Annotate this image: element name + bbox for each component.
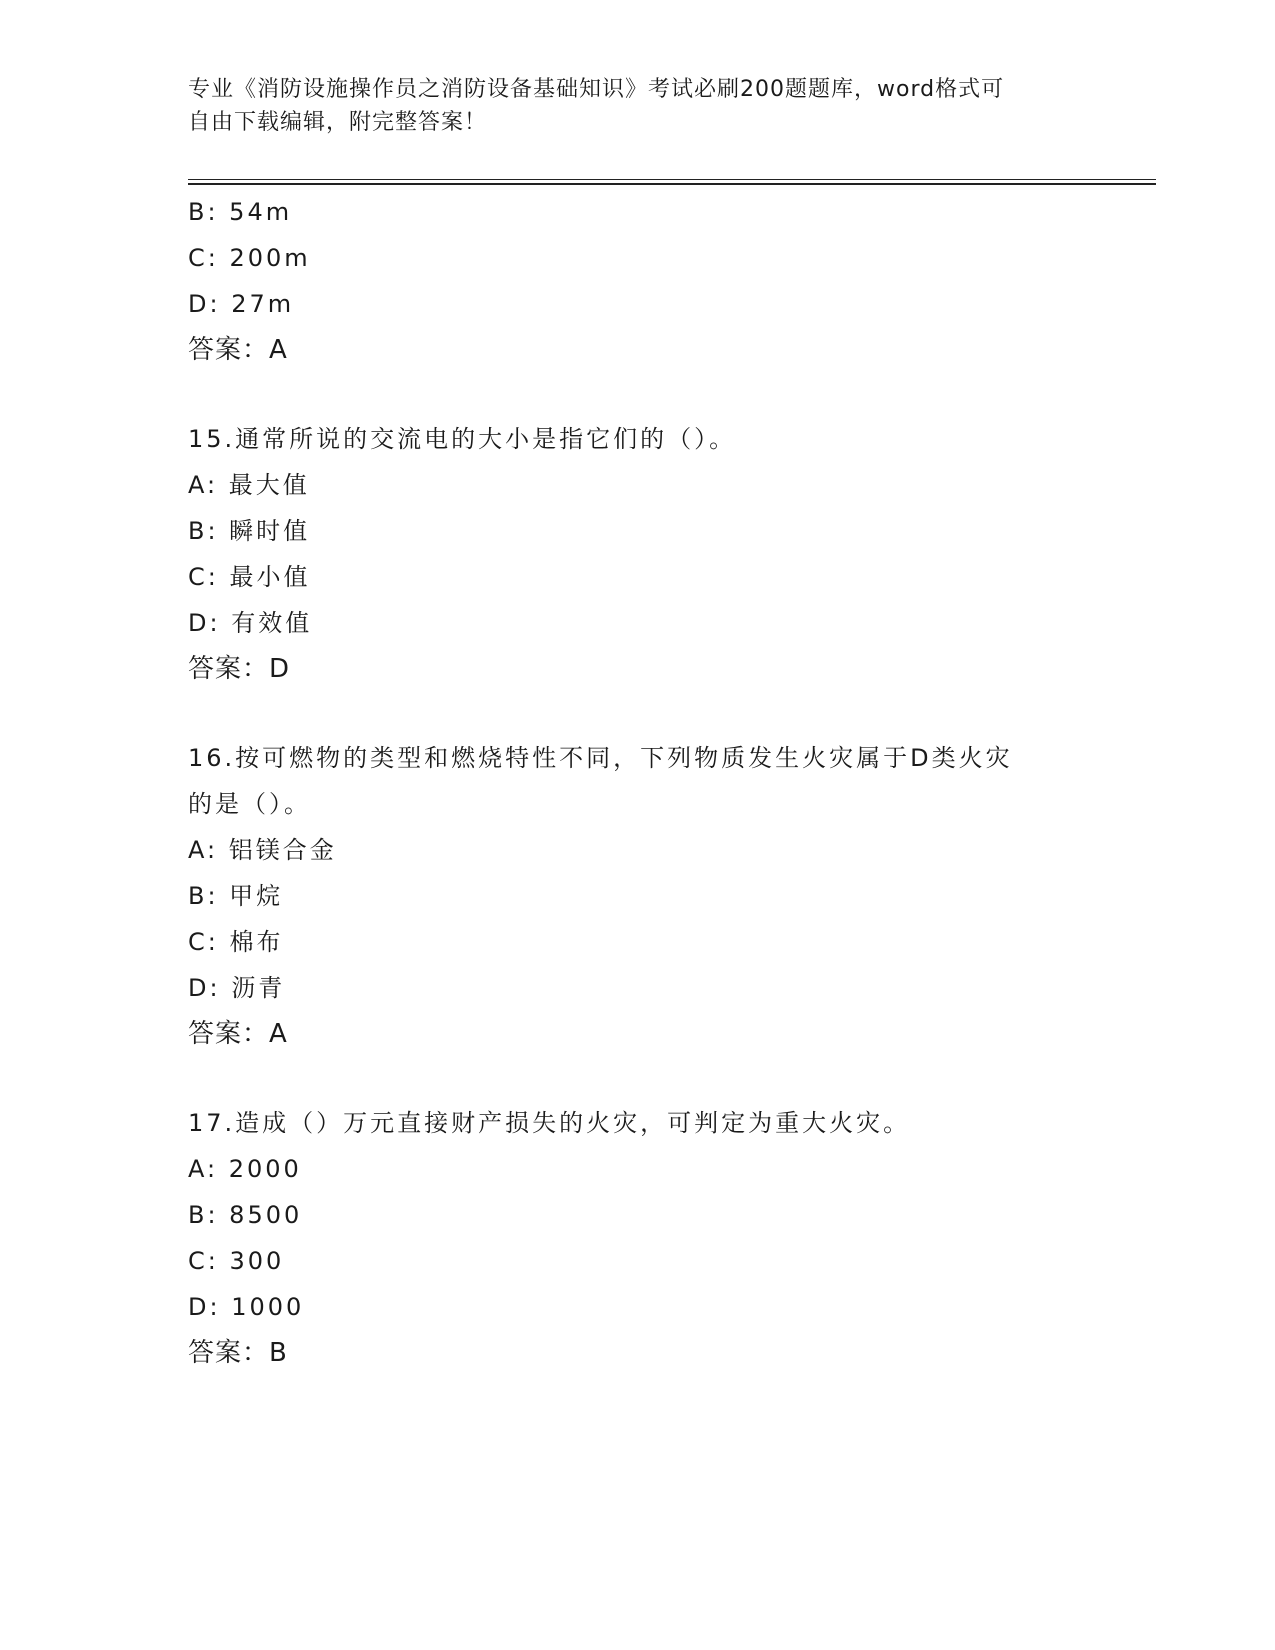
option-c: C: 最小值 <box>188 563 311 591</box>
question-content <box>188 189 1088 1376</box>
option-a: A: 铝镁合金 <box>188 836 337 864</box>
question-16 <box>188 735 1088 1057</box>
document-header: 专业《消防设施操作员之消防设备基础知识》考试必刷200题题库，word格式可 自由下载编辑，附完整答案！ <box>188 77 1005 135</box>
question-15 <box>188 416 1088 692</box>
answer-line: 答案：D <box>188 654 291 684</box>
spacer <box>188 692 1088 735</box>
answer-line: 答案：A <box>188 1019 288 1049</box>
question-stem: 17.造成（）万元直接财产损失的火灾，可判定为重大火灾。 <box>188 1109 911 1137</box>
question-stem: 15.通常所说的交流电的大小是指它们的（）。 <box>188 425 737 453</box>
option-d: D: 沥青 <box>188 974 286 1002</box>
option-b: B: 甲烷 <box>188 882 284 910</box>
option-b: B: 8500 <box>188 1201 303 1229</box>
answer-line: 答案：B <box>188 1338 288 1368</box>
option-c: C: 棉布 <box>188 928 284 956</box>
question-carryover <box>188 189 1088 373</box>
question-17 <box>188 1100 1088 1376</box>
header-divider-top <box>188 179 1156 180</box>
option-d: D: 有效值 <box>188 609 313 637</box>
spacer <box>188 1057 1088 1100</box>
option-a: A: 最大值 <box>188 471 310 499</box>
option-d: D: 1000 <box>188 1293 305 1321</box>
question-stem-line-2: 的是（）。 <box>188 790 311 818</box>
question-stem-line-1: 16.按可燃物的类型和燃烧特性不同，下列物质发生火灾属于D类火灾 <box>188 744 1013 772</box>
option-b: B: 瞬时值 <box>188 517 311 545</box>
option-c: C: 300 <box>188 1247 285 1275</box>
option-d: D: 27m <box>188 290 295 318</box>
spacer <box>188 373 1088 416</box>
header-divider-bottom <box>188 183 1156 185</box>
option-b: B: 54m <box>188 198 293 226</box>
answer-line: 答案：A <box>188 335 288 365</box>
option-a: A: 2000 <box>188 1155 302 1183</box>
option-c: C: 200m <box>188 244 311 272</box>
